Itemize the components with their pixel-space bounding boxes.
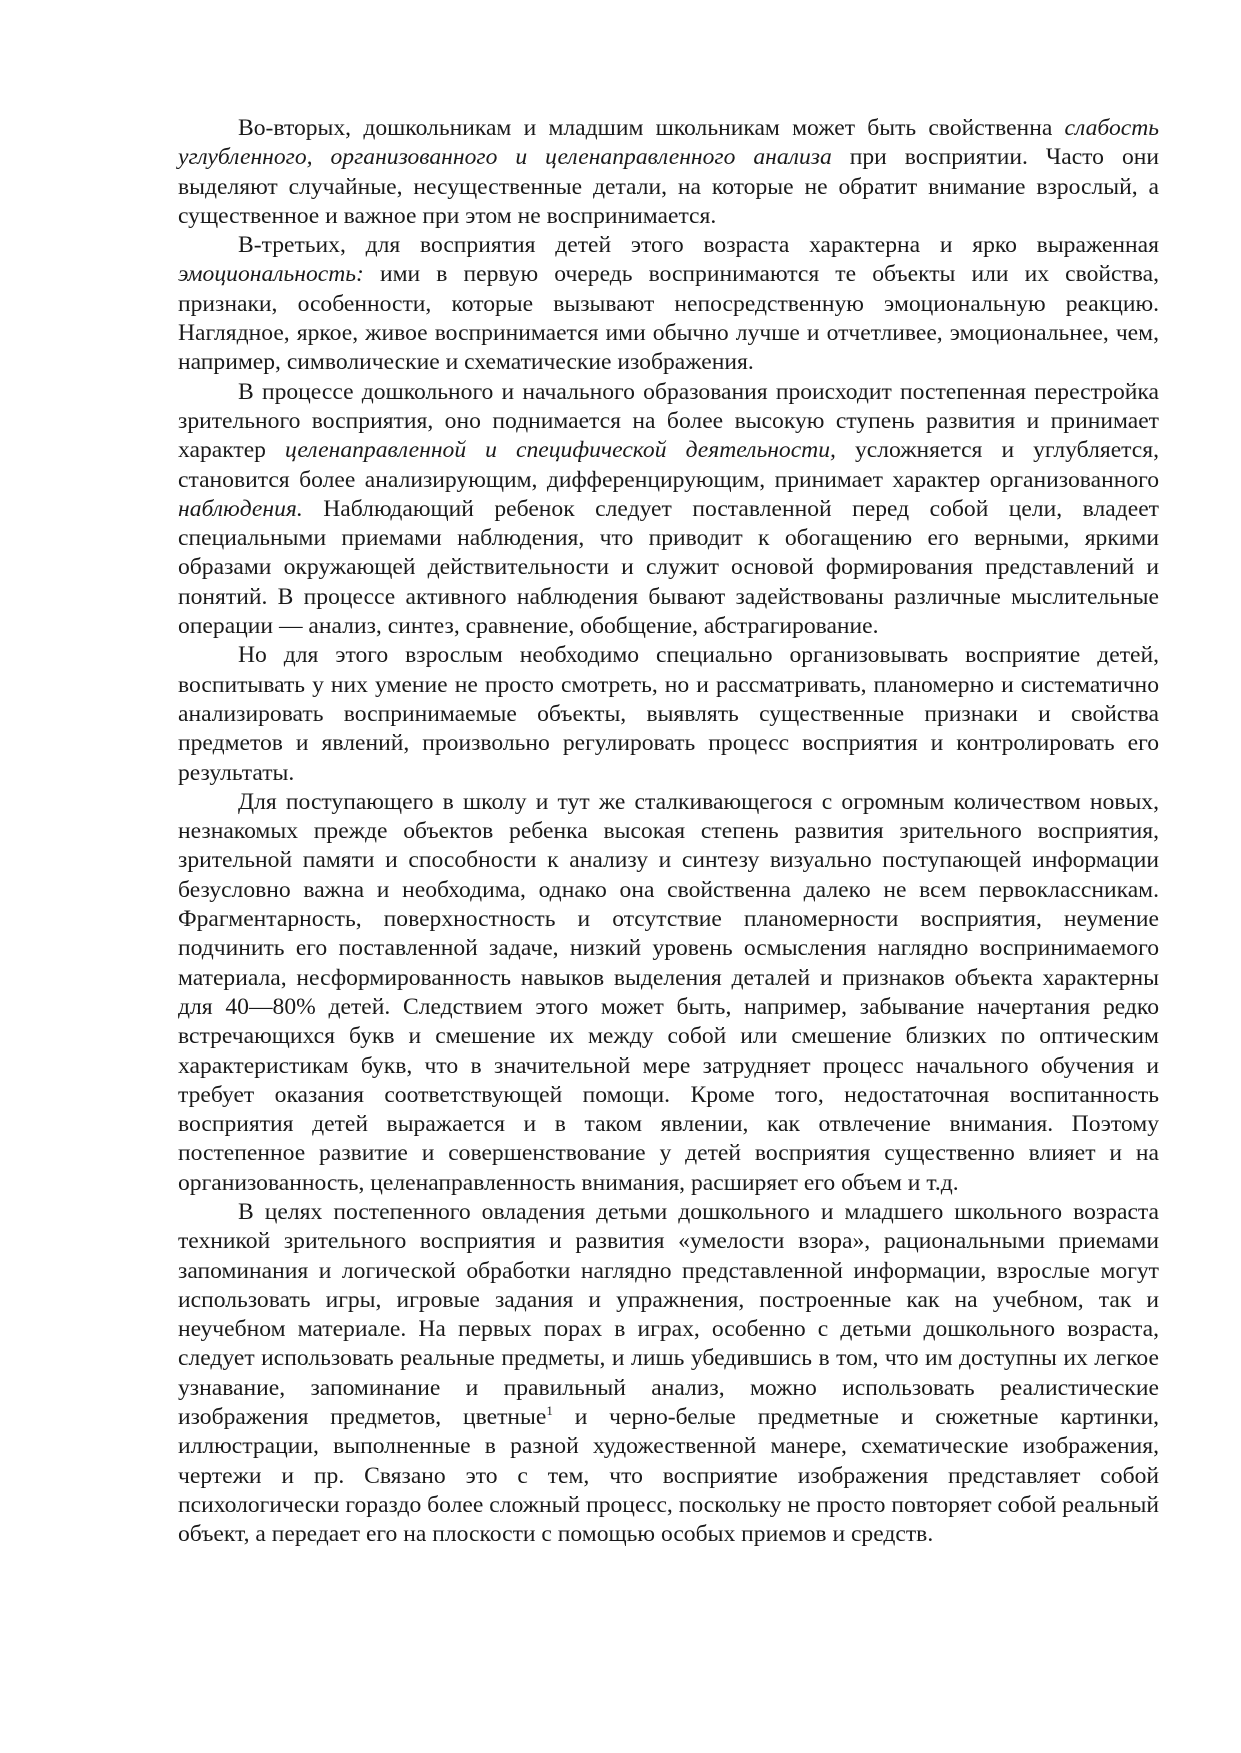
paragraph-5 <box>178 788 1159 1198</box>
paragraph-2 <box>178 231 1159 377</box>
paragraph-2-emphasis: эмоциональность: <box>178 261 364 288</box>
paragraph-5-text: Для поступающего в школу и тут же сталкивающегося с огромным количеством новых, незнакомых прежде объектов ребенка высокая степень развития зрительного восприятия, зрительной памяти и способности к анализу и синтезу визуально поступающей информации безусловно важна и необходима, однако она свойственна далеко не всем первоклассникам. Фрагментарность, поверхностность и отсутствие планомерности восприятия, неумение подчинить его поставленной задаче, низкий уровень осмысления наглядно воспринимаемого материала, несформированность навыков выделения деталей и признаков объекта характерны для 40—80% детей. Следствием этого может быть, например, забывание начертания редко встречающихся букв и смешение их между собой или смешение близких по оптическим характеристикам букв, что в значительной мере затрудняет процесс начального обучения и требует оказания соответствующей помощи. Кроме того, недостаточная воспитанность восприятия детей выражается и в таком явлении, как отвлечение внимания. Поэтому постепенное развитие и совершенствование у детей восприятия существенно влияет и на организованность, целенаправленность внимания, расширяет его объем и т.д. <box>178 788 1159 1196</box>
paragraph-2-text-cont: ими в первую очередь воспринимаются те объекты или их свойства, признаки, особенности, которые вызывают непосредственную эмоциональную реакцию. Наглядное, яркое, живое воспринимается ими обычно лучше и отчетливее, эмоциональнее, чем, например, символические и схематические изображения. <box>178 261 1159 376</box>
document-page <box>178 114 1159 1550</box>
paragraph-1-text-cont: при восприятии. Часто они выделяют случайные, несущественные детали, на которые не обратит внимание взрослый, а существенное и важное при этом не воспринимается. <box>178 144 1159 229</box>
paragraph-1-text: Во-вторых, дошкольникам и младшим школьникам может быть свойственна <box>238 115 1065 141</box>
paragraph-3-emphasis: целенаправленной и специфической деятельности, <box>285 437 836 464</box>
paragraph-4 <box>178 641 1159 787</box>
footnote-marker[interactable]: 1 <box>546 1403 553 1419</box>
paragraph-6-text-cont: и черно-белые предметные и сюжетные картинки, иллюстрации, выполненные в разной художественной манере, схематические изображения, чертежи и пр. Связано это с тем, что восприятие изображения представляет собой психологически гораздо более сложный процесс, поскольку не просто повторяет собой реальный объект, а передает его на плоскости с помощью особых приемов и средств. <box>178 1404 1159 1548</box>
paragraph-3-text-end: Наблюдающий ребенок следует поставленной перед собой цели, владеет специальными приемами наблюдения, что приводит к обогащению его верными, яркими образами окружающей действительности и служит основой формирования представлений и понятий. В процессе активного наблюдения бывают задействованы различные мыслительные операции — анализ, синтез, сравнение, обобщение, абстрагирование. <box>178 495 1159 640</box>
paragraph-4-text: Но для этого взрослым необходимо специально организовывать восприятие детей, воспитывать у них умение не просто смотреть, но и рассматривать, планомерно и систематично анализировать воспринимаемые объекты, выявлять существенные признаки и свойства предметов и явлений, произвольно регулировать процесс восприятия и контролировать его результаты. <box>178 642 1159 786</box>
paragraph-1-emphasis: слабость углубленного, организованного и целенаправленного анализа <box>178 115 1159 171</box>
paragraph-3-text: В процессе дошкольного и начального образования происходит постепенная перестройка зрительного восприятия, оно поднимается на более высокую ступень развития и принимает характер <box>178 378 1159 464</box>
paragraph-3-text-cont: усложняется и углубляется, становится более анализирующим, дифференцирующим, принимает характер организованного <box>178 437 1159 493</box>
paragraph-6-text: В целях постепенного овладения детьми дошкольного и младшего школьного возраста техникой зрительного восприятия и развития «умелости взора», рациональными приемами запоминания и логической обработки наглядно представленной информации, взрослые могут использовать игры, игровые задания и упражнения, построенные как на учебном, так и неучебном материале. На первых порах в играх, особенно с детьми дошкольного возраста, следует использовать реальные предметы, и лишь убедившись в том, что им доступны их легкое узнавание, запоминание и правильный анализ, можно использовать реалистические изображения предметов, цветные <box>178 1198 1159 1431</box>
paragraph-2-text: В-третьих, для восприятия детей этого возраста характерна и ярко выраженная <box>238 232 1159 259</box>
paragraph-6 <box>178 1198 1159 1550</box>
paragraph-3 <box>178 378 1159 642</box>
paragraph-1 <box>178 114 1159 231</box>
paragraph-3-emphasis-2: наблюдения. <box>178 495 303 522</box>
